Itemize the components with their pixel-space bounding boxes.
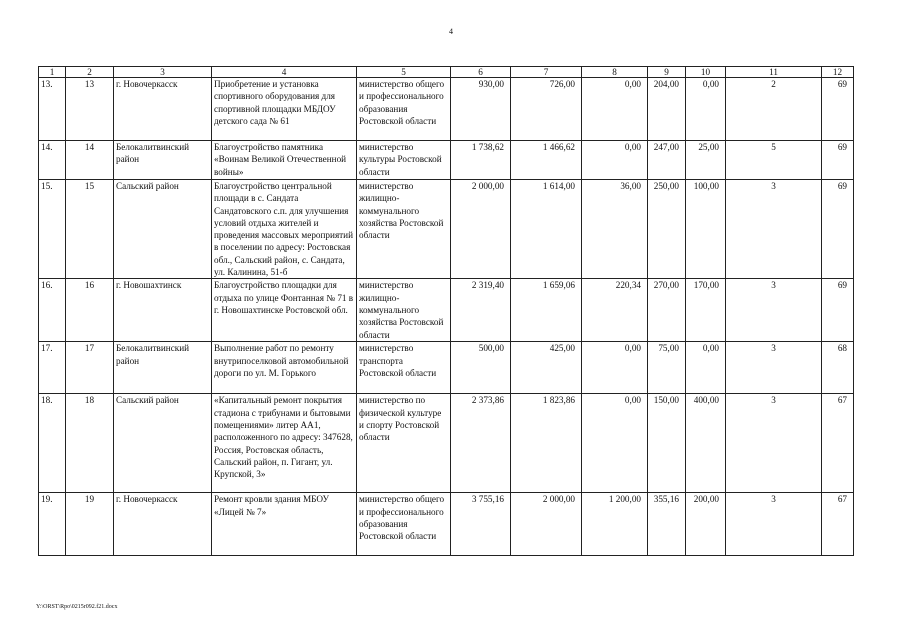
table-cell: 3	[726, 279, 822, 342]
table-cell: 69	[822, 78, 854, 141]
column-header: 7	[511, 67, 582, 78]
table-cell: министерство культуры Ростовской области	[357, 141, 451, 180]
table-cell: 2 000,00	[511, 493, 582, 556]
table-cell: 16.	[39, 279, 66, 342]
table-cell: министерство жилищно-коммунального хозяйства Ростовской области	[357, 180, 451, 279]
table-cell: 19.	[39, 493, 66, 556]
table-cell: 36,00	[582, 180, 648, 279]
table-cell: 500,00	[451, 342, 511, 394]
table-cell: 68	[822, 342, 854, 394]
table-cell: 2	[726, 78, 822, 141]
table-cell: Приобретение и установка спортивного оборудования для спортивной площадки МБДОУ детского сада № 61	[212, 78, 357, 141]
table-cell: Благоустройство площадки для отдыха по улице Фонтанная № 71 в г. Новошахтинске Ростовской обл.	[212, 279, 357, 342]
table-cell: 1 614,00	[511, 180, 582, 279]
table-cell: 67	[822, 493, 854, 556]
table-cell: 355,16	[648, 493, 686, 556]
table-cell: 75,00	[648, 342, 686, 394]
file-path-footer: Y:\ORST\Rpo\0215r092.f21.docx	[36, 604, 118, 610]
table-cell: 14	[66, 141, 114, 180]
table-cell: 13.	[39, 78, 66, 141]
table-cell: 726,00	[511, 78, 582, 141]
table-cell: Сальский район	[114, 180, 212, 279]
table-body	[39, 78, 854, 556]
table-cell: 2 373,86	[451, 394, 511, 493]
table-cell: 1 738,62	[451, 141, 511, 180]
table-cell: 200,00	[686, 493, 726, 556]
table-cell: 0,00	[582, 394, 648, 493]
table-cell: Белокалитвинский район	[114, 342, 212, 394]
table-row	[39, 141, 854, 180]
table-cell: 3	[726, 342, 822, 394]
table-row	[39, 279, 854, 342]
table-cell: 3 755,16	[451, 493, 511, 556]
table-cell: 0,00	[582, 78, 648, 141]
table-cell: г. Новочеркасск	[114, 493, 212, 556]
table-cell: 1 466,62	[511, 141, 582, 180]
table-cell: г. Новочеркасск	[114, 78, 212, 141]
table-cell: 5	[726, 141, 822, 180]
table-cell: 150,00	[648, 394, 686, 493]
column-header: 1	[39, 67, 66, 78]
table-cell: Белокалитвинский район	[114, 141, 212, 180]
table-cell: 0,00	[582, 141, 648, 180]
table-row	[39, 493, 854, 556]
table-cell: 13	[66, 78, 114, 141]
table-cell: 3	[726, 493, 822, 556]
table-cell: 1 200,00	[582, 493, 648, 556]
column-header: 3	[114, 67, 212, 78]
table-cell: 170,00	[686, 279, 726, 342]
table-cell: министерство общего и профессионального образования Ростовской области	[357, 78, 451, 141]
table-cell: 0,00	[686, 78, 726, 141]
table-cell: Сальский район	[114, 394, 212, 493]
table-row	[39, 394, 854, 493]
table-cell: 247,00	[648, 141, 686, 180]
table-cell: 17	[66, 342, 114, 394]
table-cell: 67	[822, 394, 854, 493]
column-header: 11	[726, 67, 822, 78]
column-header: 12	[822, 67, 854, 78]
table-cell: министерство транспорта Ростовской области	[357, 342, 451, 394]
column-header: 10	[686, 67, 726, 78]
column-header: 2	[66, 67, 114, 78]
table-cell: 2 319,40	[451, 279, 511, 342]
table-cell: 100,00	[686, 180, 726, 279]
table-header-row	[39, 67, 854, 78]
table-cell: 25,00	[686, 141, 726, 180]
table-cell: Выполнение работ по ремонту внутрипоселковой автомобильной дороги по ул. М. Горького	[212, 342, 357, 394]
table-cell: министерство по физической культуре и спорту Ростовской области	[357, 394, 451, 493]
table-cell: г. Новошахтинск	[114, 279, 212, 342]
table-cell: 18	[66, 394, 114, 493]
table-cell: 69	[822, 180, 854, 279]
table-cell: 0,00	[686, 342, 726, 394]
table-cell: «Капитальный ремонт покрытия стадиона с трибунами и бытовыми помещениями» литер АА1, расположенного по адресу: 347628, Россия, Ростовская область, Сальский район, п. Гигант, ул. Крупской, 3»	[212, 394, 357, 493]
table-cell: 15.	[39, 180, 66, 279]
table-cell: 3	[726, 394, 822, 493]
table-row	[39, 180, 854, 279]
table-cell: Ремонт кровли здания МБОУ «Лицей № 7»	[212, 493, 357, 556]
table-cell: 0,00	[582, 342, 648, 394]
table-cell: 270,00	[648, 279, 686, 342]
table-cell: 18.	[39, 394, 66, 493]
table-cell: министерство жилищно-коммунального хозяйства Ростовской области	[357, 279, 451, 342]
table-cell: 69	[822, 279, 854, 342]
table-cell: 16	[66, 279, 114, 342]
table-cell: 1 659,06	[511, 279, 582, 342]
table-cell: министерство общего и профессионального образования Ростовской области	[357, 493, 451, 556]
column-header: 4	[212, 67, 357, 78]
column-header: 5	[357, 67, 451, 78]
table-cell: 14.	[39, 141, 66, 180]
column-header: 8	[582, 67, 648, 78]
table-cell: 220,34	[582, 279, 648, 342]
table-cell: 69	[822, 141, 854, 180]
column-header: 6	[451, 67, 511, 78]
table-cell: 15	[66, 180, 114, 279]
table-cell: 400,00	[686, 394, 726, 493]
table-cell: Благоустройство центральной площади в с. Сандата Сандатовского с.п. для улучшения условий отдыха жителей и проведения массовых мероприятий в поселении по адресу: Ростовская обл., Сальский район, с. Сандата, ул. Калинина, 51-б	[212, 180, 357, 279]
table-cell: 17.	[39, 342, 66, 394]
table-cell: 3	[726, 180, 822, 279]
table-cell: 2 000,00	[451, 180, 511, 279]
table-cell: 19	[66, 493, 114, 556]
column-header: 9	[648, 67, 686, 78]
table-cell: 204,00	[648, 78, 686, 141]
page-number: 4	[449, 27, 453, 36]
table-row	[39, 342, 854, 394]
table-cell: 1 823,86	[511, 394, 582, 493]
projects-table	[38, 66, 854, 556]
table-cell: 930,00	[451, 78, 511, 141]
table-cell: Благоустройство памятника «Воинам Великой Отечественной войны»	[212, 141, 357, 180]
table-cell: 250,00	[648, 180, 686, 279]
table-cell: 425,00	[511, 342, 582, 394]
table-row	[39, 78, 854, 141]
